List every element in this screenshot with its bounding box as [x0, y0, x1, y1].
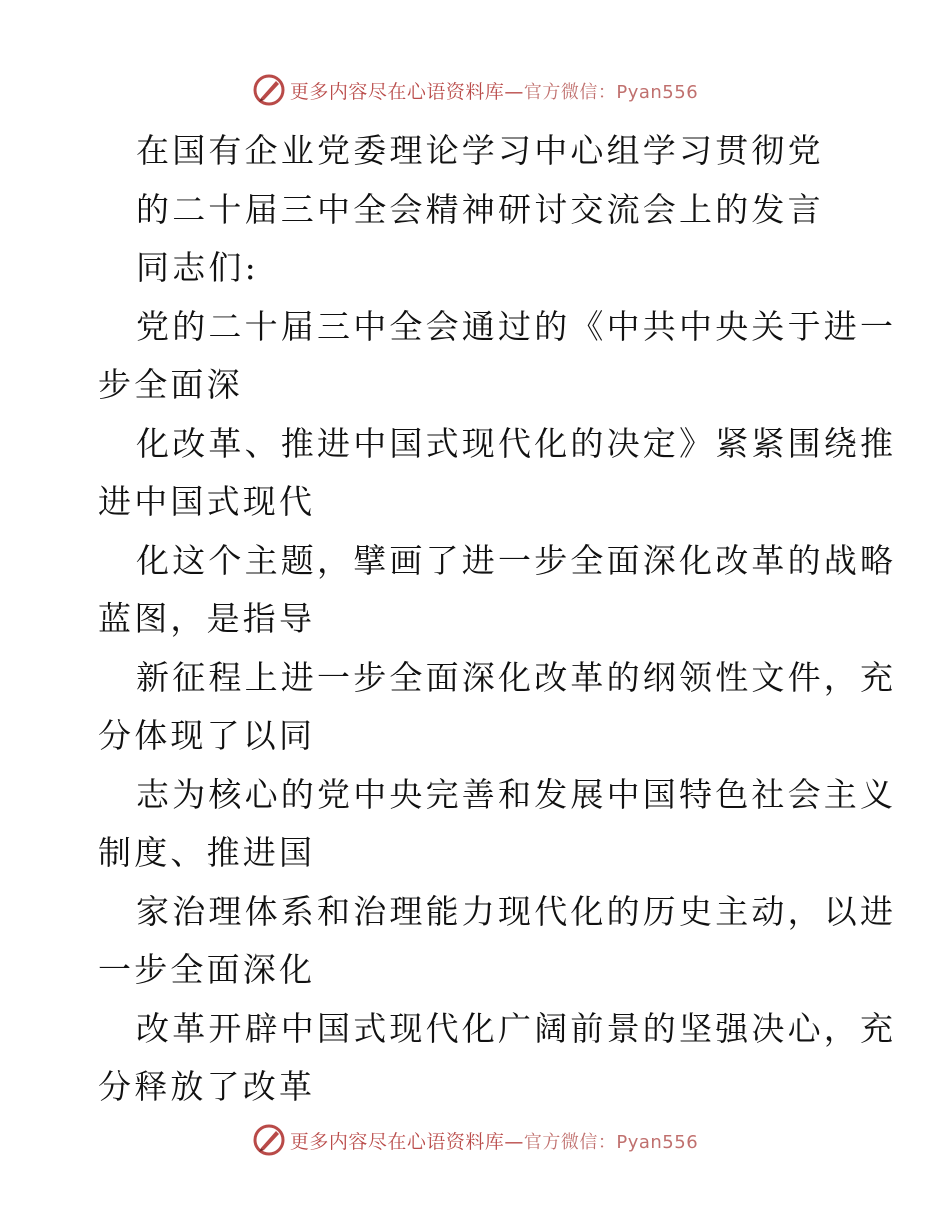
paragraph-line: 步全面深 [98, 365, 243, 404]
title-line-2: 的二十届三中全会精神研讨交流会上的发言 [136, 189, 824, 229]
title-line-1: 在国有企业党委理论学习中心组学习贯彻党 [136, 131, 824, 170]
paragraph-line: 进中国式现代 [98, 482, 316, 521]
document-body [98, 122, 897, 1117]
paragraph-line: 化这个主题，擘画了进一步全面深化改革的战略 [136, 540, 897, 580]
banner-contact-text: 官方微信：Pyan556 [523, 1131, 699, 1153]
banner-contact-text: 官方微信：Pyan556 [523, 81, 699, 103]
paragraph-line: 一步全面深化 [98, 950, 316, 989]
paragraph-line: 家治理体系和治理能力现代化的历史主动，以进 [136, 891, 897, 931]
header-watermark-banner [0, 70, 950, 110]
footer-watermark-banner [0, 1120, 950, 1160]
paragraph-line: 分释放了改革 [98, 1067, 316, 1106]
paragraph-line: 蓝图，是指导 [98, 599, 316, 638]
paragraph-line: 分体现了以同 [98, 716, 316, 755]
paragraph-line: 化改革、推进中国式现代化的决定》紧紧围绕推 [136, 423, 897, 463]
paragraph-line: 党的二十届三中全会通过的《中共中央关于进一 [136, 306, 897, 346]
quill-circle-logo-icon [252, 1123, 286, 1157]
banner-separator: — [504, 1130, 524, 1153]
banner-separator: — [504, 80, 524, 103]
paragraph-line: 志为核心的党中央完善和发展中国特色社会主义 [136, 774, 897, 814]
paragraph-line: 改革开辟中国式现代化广阔前景的坚强决心，充 [136, 1008, 897, 1048]
salutation: 同志们: [136, 248, 259, 287]
banner-site-text: 更多内容尽在心语资料库 [289, 80, 505, 103]
banner-site-text: 更多内容尽在心语资料库 [289, 1130, 505, 1153]
paragraph-line: 新征程上进一步全面深化改革的纲领性文件，充 [136, 657, 897, 697]
paragraph-line: 制度、推进国 [98, 833, 316, 872]
quill-circle-logo-icon [252, 73, 286, 107]
